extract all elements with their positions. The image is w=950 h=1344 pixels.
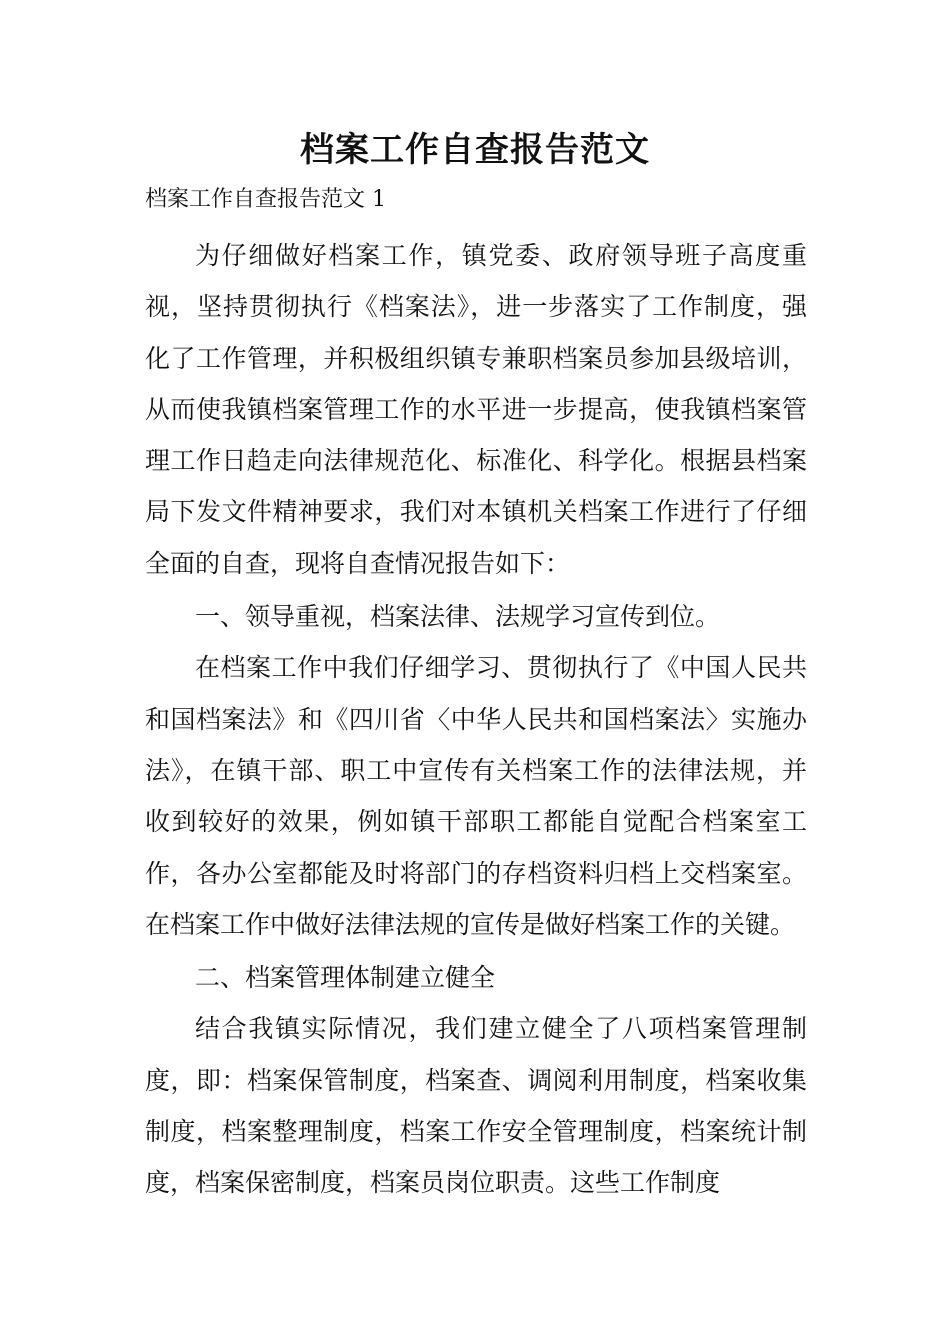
document-body bbox=[145, 230, 807, 1209]
paragraph-intro: 为仔细做好档案工作，镇党委、政府领导班子高度重视，坚持贯彻执行《档案法》，进一步落实了工作制度，强化了工作管理，并积极组织镇专兼职档案员参加县级培训，从而使我镇档案管理工作的水平进一步提高，使我镇档案管理工作日趋走向法律规范化、标准化、科学化。根据县档案局下发文件精神要求，我们对本镇机关档案工作进行了仔细全面的自查，现将自查情况报告如下： bbox=[145, 241, 807, 578]
section-heading-1: 一、领导重视，档案法律、法规学习宣传到位。 bbox=[195, 602, 721, 632]
section-heading-2: 二、档案管理体制建立健全 bbox=[195, 963, 496, 993]
document-subtitle: 档案工作自查报告范文 1 bbox=[145, 187, 386, 212]
paragraph-section-1: 在档案工作中我们仔细学习、贯彻执行了《中国人民共和国档案法》和《四川省〈中华人民共和国档案法〉实施办法》，在镇干部、职工中宣传有关档案工作的法律法规，并收到较好的效果，例如镇干部职工都能自觉配合档案室工作，各办公室都能及时将部门的存档资料归档上交档案室。在档案工作中做好法律法规的宣传是做好档案工作的关键。 bbox=[145, 653, 807, 939]
paragraph-section-2: 结合我镇实际情况，我们建立健全了八项档案管理制度，即：档案保管制度，档案查、调阅利用制度，档案收集制度，档案整理制度，档案工作安全管理制度，档案统计制度，档案保密制度，档案员岗位职责。这些工作制度 bbox=[145, 1014, 807, 1198]
document-title: 档案工作自查报告范文 bbox=[300, 130, 650, 170]
